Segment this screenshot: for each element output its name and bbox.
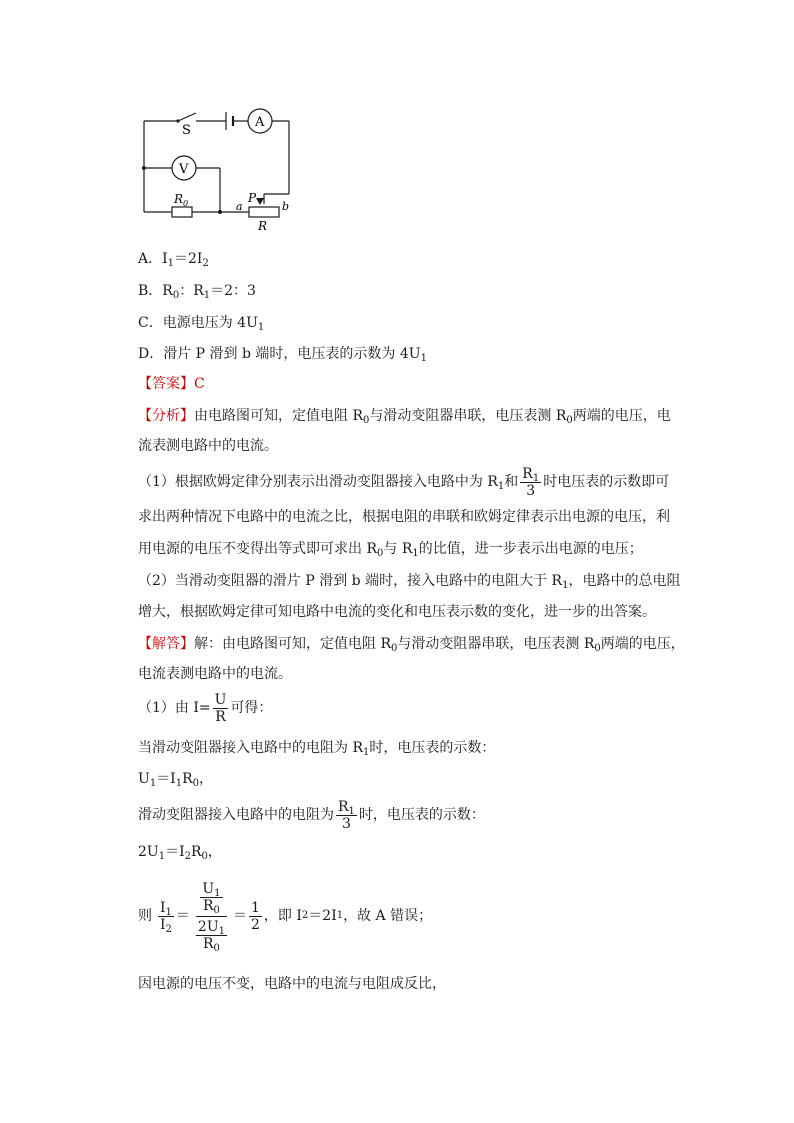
solution-line-6: 滑动变阻器接入电路中的电阻为 $\frac{R_1}{3}$ 时，电压表的示数： bbox=[138, 798, 485, 832]
label-v-meter: V bbox=[179, 162, 189, 177]
solution-line-7: $2U_1=I_2R_0$， bbox=[138, 844, 222, 862]
solution-line-8: 则 $\frac{I_1}{I_2}$ ＝ $\frac{U_1}{R_0}$ $\frac{2U_1}{R_0}$ ＝ $\frac{1}{2}$ ，即 I 2 ＝2I 1 ，故 A 错误； bbox=[138, 880, 433, 954]
option-b: B．$R_0$：$R_1=2$：3 bbox=[138, 283, 256, 301]
label-a-end: a bbox=[236, 200, 243, 213]
label-a-meter: A bbox=[255, 115, 265, 130]
solution-line-5: $U_1=I_1R_0$， bbox=[138, 771, 214, 789]
label-r: R bbox=[258, 219, 268, 233]
label-p: P bbox=[248, 191, 257, 205]
option-d: D．滑片 P 滑到 b 端时，电压表的示数为 $4U_1$ bbox=[138, 346, 427, 364]
solution-line-2: 电流表测电路中的电流。 bbox=[138, 666, 292, 682]
analysis-line-3: （1）根据欧姆定律分别表示出滑动变阻器接入电路中为 $R_1$和 $\frac{R_1}{3}$ 时电压表的示数即可 bbox=[138, 465, 670, 499]
label-b-end: b bbox=[282, 200, 290, 213]
analysis-line-2: 流表测电路中的电流。 bbox=[138, 438, 278, 454]
analysis-line-4: 求出两种情况下电路中的电流之比，根据电阻的串联和欧姆定律表示出电源的电压，利 bbox=[138, 509, 670, 525]
solution-line-9: 因电源的电压不变，电路中的电流与电阻成反比， bbox=[138, 976, 446, 992]
analysis-line-7: 增大，根据欧姆定律可知电路中电流的变化和电压表示数的变化，进一步的出答案。 bbox=[138, 604, 656, 620]
option-c: C．电源电压为 $4U_1$ bbox=[138, 315, 265, 333]
slider-arrow bbox=[256, 198, 264, 205]
analysis-line-5: 用电源的电压不变得出等式即可求出 $R_0$与 $R_1$的比值，进一步表示出电源的电压； bbox=[138, 541, 643, 559]
circuit-diagram bbox=[0, 0, 794, 240]
solution-line-1: 【解答】解：由电路图可知，定值电阻 $R_0$与滑动变阻器串联，电压表测 $R_0$两端的电压， bbox=[138, 636, 685, 654]
analysis-line-1: 【分析】由电路图可知，定值电阻 $R_0$与滑动变阻器串联，电压表测 $R_0$两端的电压，电 bbox=[138, 408, 671, 426]
solution-line-3: （1）由 I= $\frac{U}{R}$ 可得： bbox=[138, 691, 273, 725]
resistor-r0 bbox=[172, 207, 192, 217]
answer-line: 【答案】C bbox=[138, 376, 205, 392]
rheostat-r bbox=[249, 207, 279, 217]
label-r0: $R_0$ bbox=[174, 192, 189, 208]
analysis-line-6: （2）当滑动变阻器的滑片 P 滑到 b 端时，接入电路中的电阻大于 $R_1$，电路中的总电阻 bbox=[138, 573, 681, 591]
option-a: A．$I_1=2I_2$ bbox=[138, 251, 209, 269]
label-s: S bbox=[182, 123, 191, 138]
solution-line-4: 当滑动变阻器接入电路中的电阻为 $R_1$时，电压表的示数： bbox=[138, 740, 496, 758]
